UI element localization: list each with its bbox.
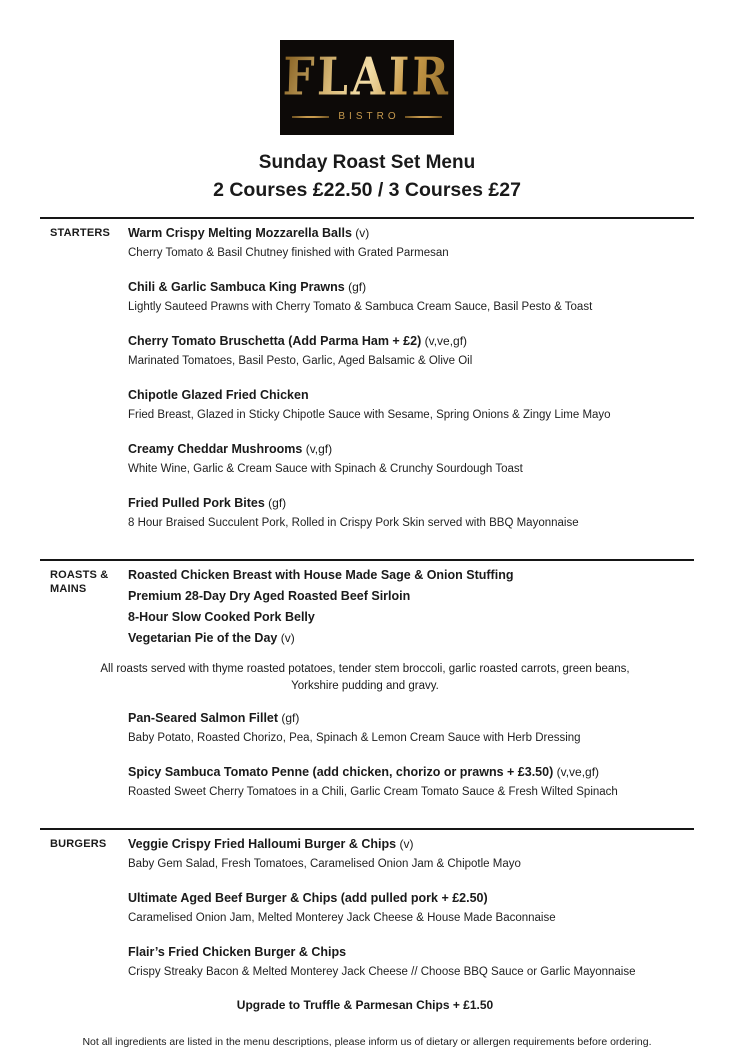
diet-tags: (v,ve,gf) (553, 765, 600, 779)
allergen-note: Not all ingredients are listed in the menu descriptions, please inform us of dietary or allergen requirements before ordering. (82, 1036, 652, 1048)
flair-bistro-logo (280, 40, 454, 135)
logo-right-line (405, 116, 442, 118)
menu-page (0, 40, 734, 1064)
menu-section (0, 828, 734, 1026)
item-title (128, 439, 690, 459)
item-description: Fried Breast, Glazed in Sticky Chipotle Sauce with Sesame, Spring Onions & Zingy Lime Mayo (128, 409, 611, 421)
item-title (128, 834, 690, 854)
section-label (50, 830, 128, 1014)
diet-tags: (gf) (278, 711, 300, 725)
roast-option (128, 607, 690, 628)
item-title (128, 708, 690, 728)
note-text: Upgrade to Truffle & Parmesan Chips + £1.50 (236, 998, 494, 1012)
roast-option (128, 565, 690, 586)
item-title-text: Veggie Crispy Fried Halloumi Burger & Chips (128, 837, 397, 851)
item-description: Caramelised Onion Jam, Melted Monterey Jack Cheese & House Made Baconnaise (128, 912, 556, 924)
item-description: Cherry Tomato & Basil Chutney finished with Grated Parmesan (128, 247, 449, 259)
diet-tags: (v) (277, 631, 295, 645)
item-description: Lightly Sauteed Prawns with Cherry Tomato & Sambuca Cream Sauce, Basil Pesto & Toast (128, 301, 593, 313)
item-title-text: Fried Pulled Pork Bites (128, 496, 265, 510)
upgrade-note (40, 996, 690, 1014)
section-label-line: ROASTS & (50, 569, 109, 581)
menu-item (128, 439, 690, 479)
menu-item (128, 888, 690, 928)
menu-section (0, 559, 734, 828)
diet-tags: (v) (351, 226, 370, 240)
menu-item (128, 708, 690, 748)
item-title (128, 223, 690, 243)
item-title (128, 610, 315, 624)
note-text: All roasts served with thyme roasted potatoes, tender stem broccoli, garlic roasted carrots, green beans, Yorkshire pudding and gravy. (100, 663, 630, 692)
item-description: Baby Potato, Roasted Chorizo, Pea, Spinach & Lemon Cream Sauce with Herb Dressing (128, 732, 581, 744)
section-label (50, 219, 128, 547)
menu-section (0, 217, 734, 559)
item-title (128, 385, 690, 405)
menu-title: Sunday Roast Set Menu (258, 152, 476, 173)
item-title (128, 277, 690, 297)
section-content (128, 830, 690, 1014)
menu-item (128, 493, 690, 533)
item-title-text: Creamy Cheddar Mushrooms (128, 442, 303, 456)
menu-item (128, 762, 690, 802)
logo-brand-text: FLAIR (281, 46, 453, 107)
section-content (100, 561, 690, 816)
diet-tags: (v,ve,gf) (421, 334, 468, 348)
item-title-text: Ultimate Aged Beef Burger & Chips (add pulled pork + £2.50) (128, 891, 488, 905)
item-description: White Wine, Garlic & Cream Sauce with Spinach & Crunchy Sourdough Toast (128, 463, 523, 475)
menu-item (128, 834, 690, 874)
item-title (128, 493, 690, 513)
item-title (128, 568, 513, 582)
roast-option (128, 586, 690, 607)
roast-note (40, 661, 690, 694)
item-description: Baby Gem Salad, Fresh Tomatoes, Caramelised Onion Jam & Chipotle Mayo (128, 858, 521, 870)
section-body (0, 561, 734, 828)
item-title-text: Vegetarian Pie of the Day (128, 631, 278, 645)
diet-tags: (v,gf) (302, 442, 333, 456)
menu-pricing: 2 Courses £22.50 / 3 Courses £27 (213, 179, 521, 201)
item-title-text: Chili & Garlic Sambuca King Prawns (128, 280, 345, 294)
diet-tags: (gf) (264, 496, 287, 510)
item-title-text: Pan-Seared Salmon Fillet (128, 711, 279, 725)
item-title (128, 331, 690, 351)
menu-item (128, 223, 690, 263)
item-title-text: Roasted Chicken Breast with House Made Sage & Onion Stuffing (128, 568, 514, 582)
item-title-text: Spicy Sambuca Tomato Penne (add chicken, chorizo or prawns + £3.50) (128, 765, 554, 779)
item-title (128, 762, 690, 782)
item-title-text: Warm Crispy Melting Mozzarella Balls (128, 226, 352, 240)
menu-item (128, 942, 690, 982)
item-title-text: Premium 28-Day Dry Aged Roasted Beef Sirloin (128, 589, 411, 603)
item-title (128, 888, 690, 908)
section-label-line: MAINS (50, 583, 87, 595)
roast-option (128, 628, 690, 649)
item-title-text: 8-Hour Slow Cooked Pork Belly (128, 610, 315, 624)
menu-item (128, 385, 690, 425)
menu-sections (0, 217, 734, 1026)
item-title (128, 631, 295, 645)
logo-subtitle-row (292, 111, 442, 123)
item-description: 8 Hour Braised Succulent Pork, Rolled in Crispy Pork Skin served with BBQ Mayonnaise (128, 517, 579, 529)
section-label-line: STARTERS (50, 227, 111, 239)
section-content (128, 219, 690, 547)
item-title (128, 942, 690, 962)
section-label-line: BURGERS (50, 838, 107, 850)
diet-tags: (gf) (344, 280, 367, 294)
diet-tags: (v) (396, 837, 414, 851)
menu-item (128, 277, 690, 317)
menu-item (128, 331, 690, 371)
item-description: Roasted Sweet Cherry Tomatoes in a Chili, Garlic Cream Tomato Sauce & Fresh Wilted Spinach (128, 786, 618, 798)
logo-left-line (292, 116, 329, 118)
item-title-text: Cherry Tomato Bruschetta (Add Parma Ham + £2) (128, 334, 422, 348)
section-body (0, 219, 734, 559)
section-body (0, 830, 734, 1026)
item-description: Marinated Tomatoes, Basil Pesto, Garlic, Aged Balsamic & Olive Oil (128, 355, 473, 367)
item-title (128, 589, 410, 603)
item-title-text: Flair’s Fried Chicken Burger & Chips (128, 945, 347, 959)
logo-sub-text: BISTRO (338, 110, 400, 122)
item-title-text: Chipotle Glazed Fried Chicken (128, 388, 309, 402)
item-description: Crispy Streaky Bacon & Melted Monterey Jack Cheese // Choose BBQ Sauce or Garlic Mayonnaise (128, 966, 636, 978)
